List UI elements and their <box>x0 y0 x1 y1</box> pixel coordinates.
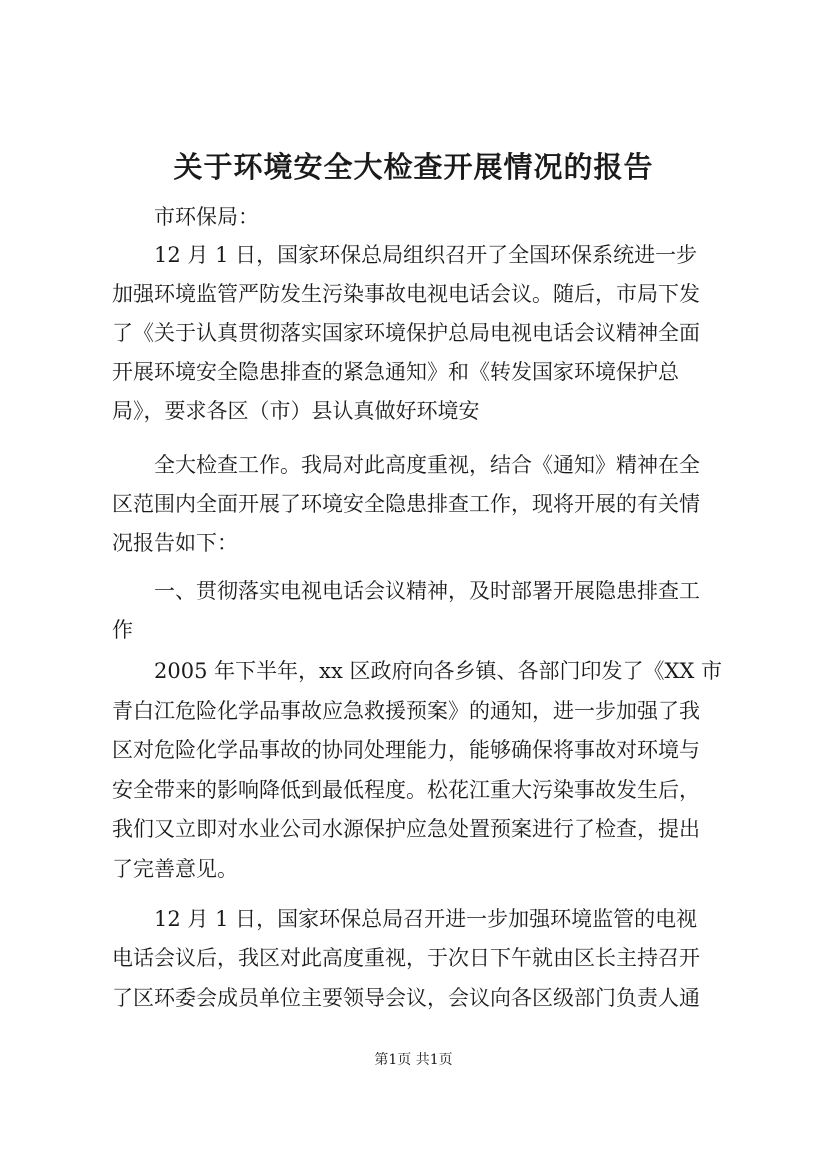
text-line-20: 了区环委会成员单位主要领导会议，会议向各区级部门负责人通 <box>112 986 700 1010</box>
text-line-11: 作 <box>112 618 133 642</box>
text-line-3: 加强环境监管严防发生污染事故电视电话会议。随后，市局下发 <box>112 282 700 306</box>
text-line-8: 区范围内全面开展了环境安全隐患排查工作，现将开展的有关情 <box>112 492 700 516</box>
text-line-9: 况报告如下： <box>112 531 238 555</box>
text-line-4: 了《关于认真贯彻落实国家环境保护总局电视电话会议精神全面 <box>112 321 700 345</box>
document-title: 关于环境安全大检查开展情况的报告 <box>173 150 654 184</box>
page-number: 第1页 共1页 <box>374 1052 453 1068</box>
text-line-12: 2005 年下半年，xx 区政府向各乡镇、各部门印发了《XX 市 <box>112 659 722 683</box>
text-line-19: 电话会议后，我区对此高度重视，于次日下午就由区长主持召开 <box>112 946 700 970</box>
text-line-17: 了完善意见。 <box>112 857 238 881</box>
text-line-14: 区对危险化学品事故的协同处理能力，能够确保将事故对环境与 <box>112 738 700 762</box>
text-line-7: 全大检查工作。我局对此高度重视，结合《通知》精神在全 <box>112 453 700 477</box>
text-line-5: 开展环境安全隐患排查的紧急通知》和《转发国家环境保护总 <box>112 360 679 384</box>
text-line-13: 青白江危险化学品事故应急救援预案》的通知，进一步加强了我 <box>112 699 700 723</box>
text-line-6: 局》，要求各区（市）县认真做好环境安 <box>112 399 480 423</box>
text-line-16: 我们又立即对水业公司水源保护应急处置预案进行了检查，提出 <box>112 817 700 841</box>
text-line-18: 12 月 1 日，国家环保总局召开进一步加强环境监管的电视 <box>112 907 698 931</box>
text-line-1: 市环保局： <box>112 205 259 229</box>
text-line-15: 安全带来的影响降低到最低程度。松花江重大污染事故发生后， <box>112 778 700 802</box>
text-line-2: 12 月 1 日，国家环保总局组织召开了全国环保系统进一步 <box>112 243 698 267</box>
text-line-10: 一、贯彻落实电视电话会议精神，及时部署开展隐患排查工 <box>112 579 700 603</box>
